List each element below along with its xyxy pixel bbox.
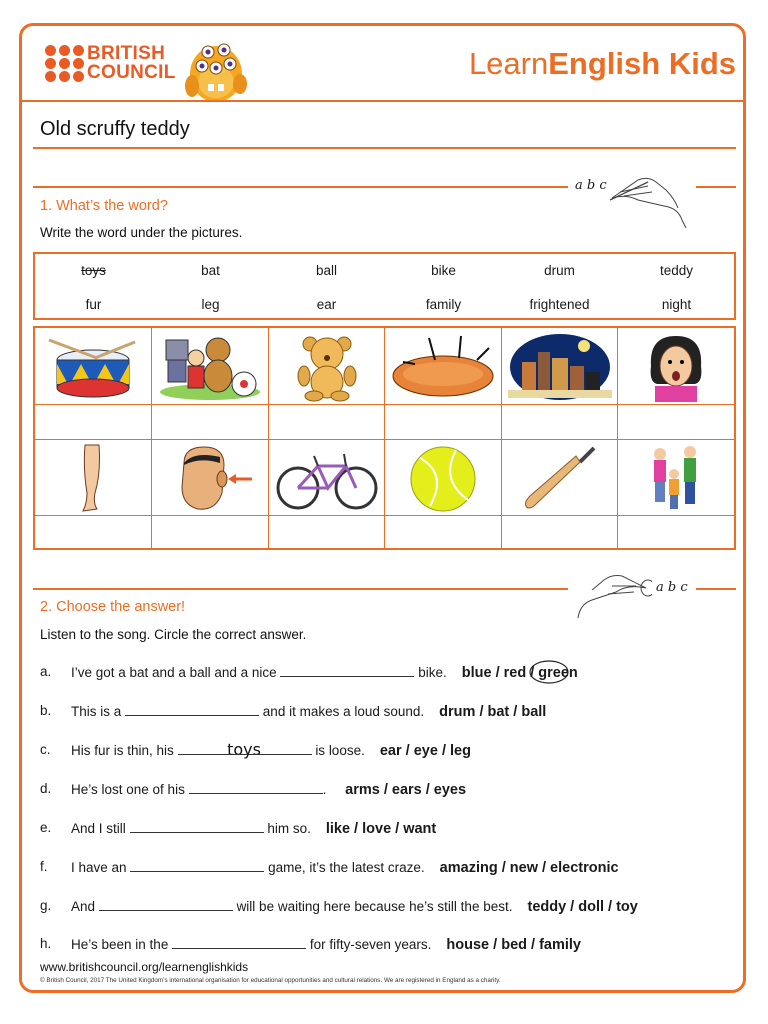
word-bank-word: fur — [85, 297, 102, 312]
leg-picture — [35, 440, 151, 517]
section1-instruction: Write the word under the pictures. — [40, 225, 243, 240]
answer-blank[interactable] — [130, 820, 264, 833]
section2-instruction: Listen to the song. Circle the correct answer. — [40, 627, 307, 642]
section2-hand-letters: a b c — [656, 580, 688, 595]
question-text-before: I have an — [71, 860, 127, 875]
question-letter: b. — [40, 703, 52, 718]
brand-line1: BRITISH — [87, 43, 166, 64]
word-bank-word: bat — [201, 263, 220, 278]
question-text-before: I’ve got a bat and a ball and a nice — [71, 665, 277, 680]
drum-picture — [35, 328, 151, 405]
answer-options[interactable]: drum / bat / ball — [439, 704, 547, 720]
question-text-before: He’s lost one of his — [71, 782, 185, 797]
question-text-after: . — [322, 782, 327, 797]
answer-circle — [528, 659, 570, 685]
question-line — [71, 936, 581, 953]
question-letter: h. — [40, 936, 52, 951]
learnenglish-kids-logo — [469, 46, 736, 82]
site-name-regular: Learn — [468, 46, 549, 81]
answer-options[interactable]: blue / red / green — [461, 665, 578, 681]
question-line — [71, 703, 546, 720]
toys-picture — [152, 328, 268, 405]
footer-url[interactable]: www.britishcouncil.org/learnenglishkids — [40, 960, 249, 974]
answer-options[interactable]: like / love / want — [325, 821, 437, 837]
answer-blank[interactable] — [130, 859, 264, 872]
question-text-before: His fur is thin, his — [71, 743, 174, 758]
answer-blank[interactable] — [125, 703, 259, 716]
word-bank-word: ear — [316, 297, 337, 312]
answer-blank[interactable] — [280, 664, 414, 677]
question-line — [71, 820, 436, 837]
word-bank-word: leg — [201, 297, 220, 312]
site-name-suffix: Kids — [668, 46, 736, 81]
answer-blank[interactable] — [99, 898, 233, 911]
question-line — [71, 742, 471, 759]
word-bank-word: bike — [431, 263, 456, 278]
word-bank — [33, 252, 736, 320]
word-bank-word: toys — [81, 263, 106, 278]
answer-options[interactable]: teddy / doll / toy — [527, 899, 638, 915]
section1-hand-letters: a b c — [575, 178, 607, 193]
question-text-after: bike. — [418, 665, 447, 680]
section1-divider — [33, 186, 568, 188]
bat-picture — [502, 440, 618, 517]
section1-divider-end — [696, 186, 736, 188]
answer-options[interactable]: house / bed / family — [446, 937, 581, 953]
teddy-picture — [269, 328, 385, 405]
monster-mascot-icon — [178, 34, 254, 106]
writing-hand-icon — [608, 168, 688, 230]
bike-picture — [269, 440, 385, 517]
writing-hand-icon — [576, 572, 652, 628]
question-text-after: him so. — [267, 821, 311, 836]
question-text-after: is loose. — [315, 743, 365, 758]
header-divider — [22, 100, 744, 102]
question-line — [71, 781, 466, 798]
ear-picture — [152, 440, 268, 517]
question-letter: c. — [40, 742, 51, 757]
word-bank-word: drum — [544, 263, 575, 278]
section2-heading: 2. Choose the answer! — [40, 599, 186, 615]
question-letter: a. — [40, 664, 52, 679]
footer-copyright: © British Council, 2017 The United Kingdom’s international organisation for educational opportunities and cultural relations. We are registered in England as a charity. — [40, 977, 501, 984]
example-answer: toys — [227, 740, 261, 759]
brand-line2: COUNCIL — [87, 62, 176, 83]
question-line — [71, 859, 619, 876]
word-bank-word: night — [661, 297, 692, 312]
question-letter: e. — [40, 820, 52, 835]
answer-options[interactable]: ear / eye / leg — [379, 743, 471, 759]
question-line — [71, 664, 578, 681]
night-picture — [502, 328, 618, 405]
question-letter: d. — [40, 781, 52, 796]
question-letter: f. — [40, 859, 48, 874]
family-picture — [618, 440, 734, 517]
question-text-after: for fifty-seven years. — [309, 937, 432, 952]
title-underline — [33, 147, 736, 149]
frightened-picture — [618, 328, 734, 405]
word-bank-word: teddy — [659, 263, 694, 278]
word-bank-word: frightened — [529, 297, 590, 312]
answer-blank[interactable] — [172, 936, 306, 949]
question-text-after: game, it’s the latest craze. — [268, 860, 425, 875]
question-text-after: and it makes a loud sound. — [262, 704, 425, 719]
section2-divider — [33, 588, 568, 590]
fur-picture — [385, 328, 501, 405]
answer-options[interactable]: amazing / new / electronic — [439, 860, 619, 876]
section2-divider-end — [696, 588, 736, 590]
question-text-after: will be waiting here because he’s still the best. — [236, 899, 513, 914]
question-text-before: And — [71, 899, 96, 914]
ball-picture — [385, 440, 501, 517]
question-letter: g. — [40, 898, 52, 913]
word-bank-word: ball — [315, 263, 337, 278]
question-text-before: This is a — [71, 704, 122, 719]
page-title: Old scruffy teddy — [40, 118, 190, 140]
question-text-before: He’s been in the — [71, 937, 169, 952]
question-text-before: And I still — [71, 821, 126, 836]
answer-blank[interactable] — [189, 781, 323, 794]
question-line — [71, 898, 638, 915]
answer-blank[interactable] — [178, 742, 312, 755]
section1-heading: 1. What’s the word? — [40, 198, 168, 214]
answer-options[interactable]: arms / ears / eyes — [345, 782, 467, 798]
word-bank-word: family — [425, 297, 462, 312]
site-name-bold: English — [548, 46, 661, 81]
